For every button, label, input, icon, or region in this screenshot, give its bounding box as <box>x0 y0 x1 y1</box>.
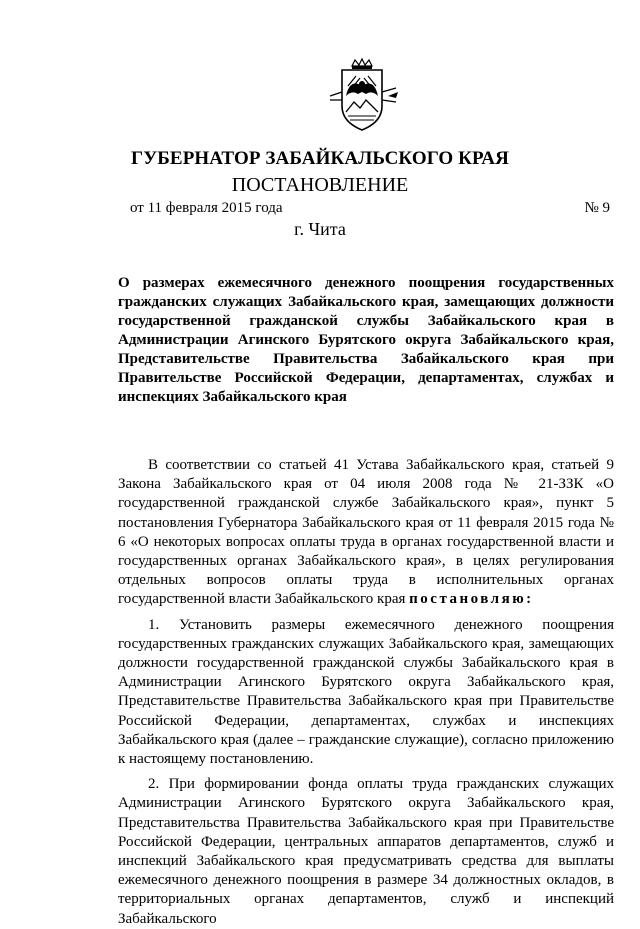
preamble-text: В соответствии со статьей 41 Устава Забайкальского края, статьей 9 Закона Забайкальского края от 04 июля 2008 года № 21-ЗЗК «О государственной гражданской службе Забайкальского края», пункт 5 постановления Губернатора Забайкальского края от 11 февраля 2015 года № 6 «О некоторых вопросах оплаты труда в органах государственной власти и государственных органах Забайкальского края», в целях регулирования отдельных вопросов оплаты труда в исполнительных органах государственной власти Забайкальского края <box>118 457 614 608</box>
document-type: ПОСТАНОВЛЕНИЕ <box>231 174 409 196</box>
item-paragraph-1: 1. Установить размеры ежемесячного денежного поощрения государственных гражданских служащих Забайкальского края, замещающих должности государственной гражданской службы Забайкальского края в Администрации Агинского Бурятского округа Забайкальского края, Представительстве Правительства Забайкальского края при Правительстве Российской Федерации, департаментах, службах и инспекциях Забайкальского края (далее – гражданские служащие), согласно приложению к настоящему постановлению. <box>118 616 614 768</box>
issuing-authority: ГУБЕРНАТОР ЗАБАЙКАЛЬСКОГО КРАЯ <box>131 148 509 169</box>
document-number: № 9 <box>584 200 610 216</box>
document-city: г. Чита <box>294 219 346 239</box>
document-date: от 11 февраля 2015 года <box>130 200 283 216</box>
coat-of-arms-icon <box>322 56 402 136</box>
document-body <box>118 456 614 929</box>
item-paragraph-2: 2. При формировании фонда оплаты труда гражданских служащих Администрации Агинского Бурятского округа Забайкальского края, Представительства Правительства Забайкальского края при Правительстве Российской Федерации, центральных аппаратов департаментов, служб и инспекций Забайкальского края предусматривать средства для выплаты ежемесячного денежного поощрения в размере 34 должностных окладов, в территориальных органах департаментов, служб и инспекций Забайкальского <box>118 776 614 927</box>
document-title: О размерах ежемесячного денежного поощрения государственных гражданских служащих Забайкальского края, замещающих должности государственной гражданской службы Забайкальского края в Администрации Агинского Бурятского округа Забайкальского края, Представительстве Правительства Забайкальского края при Правительстве Российской Федерации, департаментах, службах и инспекциях Забайкальского края <box>118 275 614 405</box>
preamble-paragraph <box>118 456 614 610</box>
resolve-word: постановляю: <box>409 591 534 608</box>
